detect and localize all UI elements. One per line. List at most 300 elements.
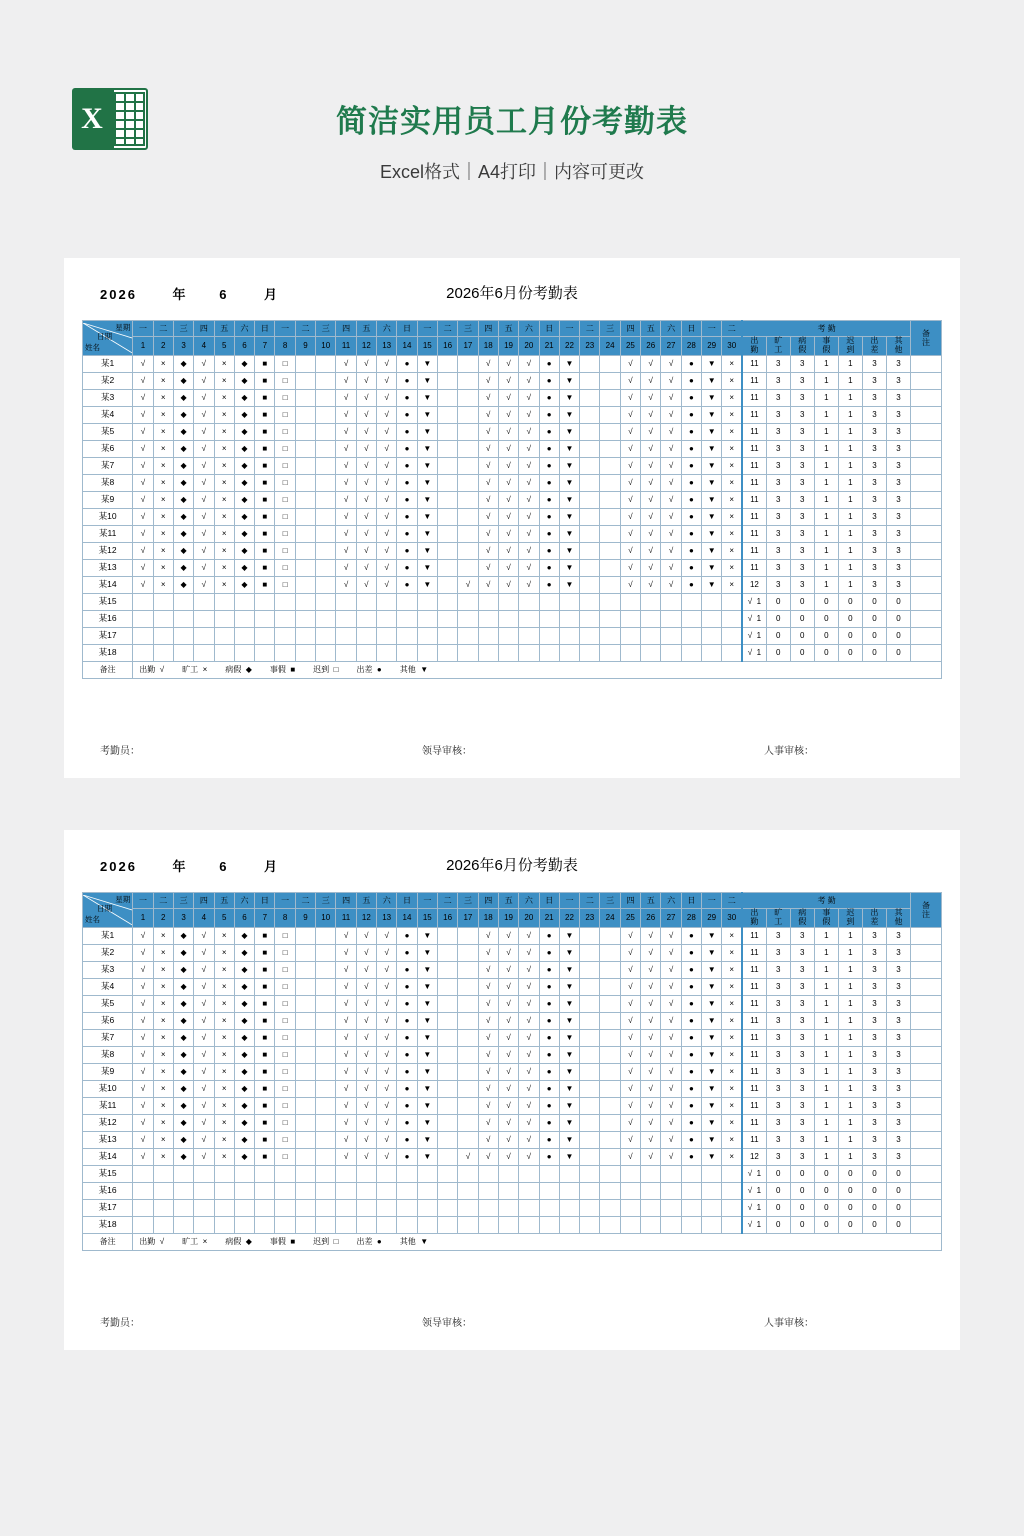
attendance-cell[interactable]: ● bbox=[539, 961, 559, 978]
attendance-cell[interactable]: ● bbox=[681, 1097, 701, 1114]
attendance-cell[interactable]: √ bbox=[356, 474, 376, 491]
attendance-cell[interactable]: √ bbox=[661, 995, 681, 1012]
attendance-cell[interactable] bbox=[173, 1199, 193, 1216]
attendance-cell[interactable]: √ bbox=[478, 542, 498, 559]
attendance-cell[interactable]: ◆ bbox=[234, 389, 254, 406]
attendance-cell[interactable]: × bbox=[153, 508, 173, 525]
attendance-cell[interactable] bbox=[600, 355, 620, 372]
attendance-cell[interactable]: × bbox=[214, 978, 234, 995]
attendance-cell[interactable]: ◆ bbox=[234, 559, 254, 576]
attendance-cell[interactable] bbox=[539, 610, 559, 627]
attendance-cell[interactable] bbox=[295, 491, 315, 508]
attendance-cell[interactable]: √ bbox=[498, 423, 518, 440]
attendance-cell[interactable]: √ bbox=[641, 525, 661, 542]
attendance-cell[interactable]: × bbox=[722, 1063, 742, 1080]
attendance-cell[interactable] bbox=[316, 1063, 336, 1080]
attendance-cell[interactable]: □ bbox=[275, 423, 295, 440]
attendance-cell[interactable]: √ bbox=[519, 474, 539, 491]
attendance-cell[interactable]: √ bbox=[133, 389, 153, 406]
attendance-cell[interactable]: ▼ bbox=[559, 961, 579, 978]
attendance-cell[interactable]: √ bbox=[620, 1012, 640, 1029]
attendance-cell[interactable] bbox=[417, 610, 437, 627]
attendance-cell[interactable] bbox=[458, 355, 478, 372]
attendance-cell[interactable]: √ bbox=[336, 355, 356, 372]
attendance-cell[interactable]: √ bbox=[620, 525, 640, 542]
attendance-cell[interactable]: √ bbox=[641, 559, 661, 576]
attendance-cell[interactable]: √ bbox=[498, 1046, 518, 1063]
attendance-cell[interactable] bbox=[478, 627, 498, 644]
attendance-cell[interactable]: × bbox=[722, 525, 742, 542]
attendance-cell[interactable] bbox=[458, 1182, 478, 1199]
attendance-cell[interactable]: ▼ bbox=[417, 1097, 437, 1114]
table-row[interactable] bbox=[83, 542, 942, 559]
attendance-cell[interactable]: × bbox=[214, 1148, 234, 1165]
attendance-cell[interactable]: ▼ bbox=[559, 542, 579, 559]
attendance-cell[interactable]: √ bbox=[356, 995, 376, 1012]
attendance-cell[interactable]: × bbox=[722, 1012, 742, 1029]
attendance-cell[interactable] bbox=[295, 610, 315, 627]
attendance-cell[interactable] bbox=[316, 978, 336, 995]
attendance-cell[interactable]: ■ bbox=[255, 1114, 275, 1131]
attendance-cell[interactable] bbox=[600, 1097, 620, 1114]
attendance-cell[interactable]: × bbox=[214, 1131, 234, 1148]
attendance-cell[interactable] bbox=[437, 389, 457, 406]
attendance-cell[interactable] bbox=[600, 508, 620, 525]
attendance-cell[interactable] bbox=[397, 1216, 417, 1233]
attendance-cell[interactable]: √ bbox=[356, 576, 376, 593]
attendance-cell[interactable] bbox=[194, 627, 214, 644]
attendance-cell[interactable]: ● bbox=[397, 1097, 417, 1114]
attendance-cell[interactable] bbox=[295, 474, 315, 491]
attendance-cell[interactable] bbox=[153, 593, 173, 610]
attendance-cell[interactable] bbox=[275, 1182, 295, 1199]
attendance-cell[interactable] bbox=[194, 1182, 214, 1199]
attendance-cell[interactable]: √ bbox=[377, 355, 397, 372]
attendance-cell[interactable] bbox=[498, 1216, 518, 1233]
attendance-cell[interactable]: □ bbox=[275, 406, 295, 423]
table-row[interactable] bbox=[83, 1080, 942, 1097]
attendance-cell[interactable] bbox=[316, 508, 336, 525]
attendance-cell[interactable]: ◆ bbox=[173, 1148, 193, 1165]
attendance-cell[interactable]: √ bbox=[519, 1046, 539, 1063]
attendance-cell[interactable] bbox=[173, 1182, 193, 1199]
attendance-cell[interactable]: ● bbox=[681, 576, 701, 593]
attendance-cell[interactable]: ◆ bbox=[173, 525, 193, 542]
attendance-cell[interactable] bbox=[600, 1012, 620, 1029]
attendance-cell[interactable]: √ bbox=[498, 508, 518, 525]
attendance-cell[interactable] bbox=[417, 1199, 437, 1216]
attendance-cell[interactable] bbox=[153, 1165, 173, 1182]
attendance-cell[interactable]: × bbox=[214, 1046, 234, 1063]
attendance-cell[interactable] bbox=[133, 1216, 153, 1233]
attendance-cell[interactable] bbox=[580, 1012, 600, 1029]
attendance-cell[interactable]: √ bbox=[661, 927, 681, 944]
attendance-cell[interactable]: ▼ bbox=[559, 457, 579, 474]
attendance-cell[interactable]: √ bbox=[519, 440, 539, 457]
attendance-cell[interactable]: ■ bbox=[255, 389, 275, 406]
attendance-cell[interactable] bbox=[478, 593, 498, 610]
attendance-cell[interactable] bbox=[397, 610, 417, 627]
attendance-cell[interactable] bbox=[702, 1216, 722, 1233]
attendance-cell[interactable] bbox=[580, 627, 600, 644]
attendance-cell[interactable] bbox=[437, 1114, 457, 1131]
attendance-cell[interactable] bbox=[336, 1182, 356, 1199]
attendance-cell[interactable]: × bbox=[153, 978, 173, 995]
attendance-cell[interactable] bbox=[295, 944, 315, 961]
attendance-cell[interactable] bbox=[295, 1182, 315, 1199]
attendance-cell[interactable] bbox=[702, 1199, 722, 1216]
attendance-cell[interactable]: ■ bbox=[255, 423, 275, 440]
attendance-cell[interactable] bbox=[600, 372, 620, 389]
attendance-cell[interactable] bbox=[295, 1046, 315, 1063]
attendance-cell[interactable] bbox=[580, 1165, 600, 1182]
attendance-cell[interactable]: ● bbox=[681, 372, 701, 389]
attendance-cell[interactable]: √ bbox=[519, 355, 539, 372]
attendance-cell[interactable]: √ bbox=[478, 440, 498, 457]
attendance-cell[interactable]: √ bbox=[620, 1029, 640, 1046]
attendance-cell[interactable] bbox=[295, 525, 315, 542]
attendance-cell[interactable]: ● bbox=[681, 1012, 701, 1029]
attendance-cell[interactable]: √ bbox=[336, 491, 356, 508]
attendance-cell[interactable]: × bbox=[153, 1114, 173, 1131]
attendance-cell[interactable] bbox=[600, 610, 620, 627]
attendance-cell[interactable]: √ bbox=[336, 1080, 356, 1097]
attendance-cell[interactable] bbox=[295, 457, 315, 474]
attendance-cell[interactable]: √ bbox=[661, 961, 681, 978]
attendance-cell[interactable]: ▼ bbox=[559, 995, 579, 1012]
attendance-cell[interactable]: ▼ bbox=[559, 978, 579, 995]
attendance-cell[interactable]: √ bbox=[336, 927, 356, 944]
attendance-cell[interactable]: ▼ bbox=[559, 927, 579, 944]
attendance-cell[interactable]: ■ bbox=[255, 576, 275, 593]
attendance-cell[interactable] bbox=[295, 1114, 315, 1131]
attendance-cell[interactable]: √ bbox=[519, 961, 539, 978]
attendance-cell[interactable]: √ bbox=[133, 355, 153, 372]
attendance-cell[interactable] bbox=[336, 1216, 356, 1233]
attendance-cell[interactable]: √ bbox=[377, 927, 397, 944]
attendance-cell[interactable] bbox=[437, 1148, 457, 1165]
attendance-cell[interactable]: ▼ bbox=[559, 508, 579, 525]
attendance-cell[interactable] bbox=[600, 1216, 620, 1233]
attendance-cell[interactable]: ◆ bbox=[234, 1097, 254, 1114]
attendance-cell[interactable]: ● bbox=[539, 1097, 559, 1114]
attendance-cell[interactable] bbox=[559, 1182, 579, 1199]
attendance-cell[interactable]: √ bbox=[194, 1012, 214, 1029]
attendance-cell[interactable] bbox=[234, 1216, 254, 1233]
attendance-cell[interactable] bbox=[580, 406, 600, 423]
attendance-cell[interactable] bbox=[275, 627, 295, 644]
attendance-cell[interactable]: √ bbox=[620, 1063, 640, 1080]
attendance-cell[interactable]: √ bbox=[194, 978, 214, 995]
attendance-cell[interactable] bbox=[316, 627, 336, 644]
attendance-cell[interactable] bbox=[316, 1199, 336, 1216]
attendance-cell[interactable] bbox=[336, 593, 356, 610]
attendance-cell[interactable]: ● bbox=[397, 542, 417, 559]
attendance-cell[interactable]: ● bbox=[397, 406, 417, 423]
attendance-cell[interactable]: √ bbox=[498, 978, 518, 995]
attendance-cell[interactable]: √ bbox=[641, 474, 661, 491]
attendance-cell[interactable] bbox=[580, 1046, 600, 1063]
attendance-cell[interactable] bbox=[397, 1182, 417, 1199]
attendance-cell[interactable]: √ bbox=[641, 542, 661, 559]
attendance-cell[interactable]: ● bbox=[681, 1148, 701, 1165]
attendance-cell[interactable]: √ bbox=[478, 1114, 498, 1131]
attendance-cell[interactable]: × bbox=[153, 1148, 173, 1165]
attendance-cell[interactable] bbox=[275, 644, 295, 661]
attendance-cell[interactable] bbox=[458, 406, 478, 423]
attendance-cell[interactable] bbox=[437, 1199, 457, 1216]
remark-cell[interactable] bbox=[911, 995, 942, 1012]
attendance-cell[interactable]: √ bbox=[641, 1012, 661, 1029]
attendance-cell[interactable] bbox=[702, 1165, 722, 1182]
attendance-cell[interactable] bbox=[437, 474, 457, 491]
attendance-cell[interactable] bbox=[295, 995, 315, 1012]
attendance-cell[interactable]: ● bbox=[539, 440, 559, 457]
table-row[interactable] bbox=[83, 1114, 942, 1131]
attendance-cell[interactable]: √ bbox=[498, 995, 518, 1012]
attendance-cell[interactable]: √ bbox=[336, 978, 356, 995]
attendance-cell[interactable]: × bbox=[722, 457, 742, 474]
attendance-cell[interactable] bbox=[580, 423, 600, 440]
attendance-cell[interactable]: ◆ bbox=[173, 389, 193, 406]
attendance-cell[interactable] bbox=[356, 593, 376, 610]
attendance-cell[interactable]: √ bbox=[194, 508, 214, 525]
attendance-cell[interactable]: √ bbox=[661, 1131, 681, 1148]
attendance-cell[interactable] bbox=[519, 627, 539, 644]
attendance-cell[interactable] bbox=[702, 644, 722, 661]
attendance-cell[interactable] bbox=[316, 1148, 336, 1165]
attendance-cell[interactable] bbox=[437, 593, 457, 610]
attendance-cell[interactable]: ● bbox=[397, 1114, 417, 1131]
attendance-cell[interactable]: × bbox=[153, 944, 173, 961]
attendance-cell[interactable] bbox=[437, 355, 457, 372]
attendance-cell[interactable] bbox=[539, 1165, 559, 1182]
remark-cell[interactable] bbox=[911, 1148, 942, 1165]
attendance-cell[interactable]: □ bbox=[275, 1046, 295, 1063]
attendance-cell[interactable] bbox=[600, 1029, 620, 1046]
attendance-cell[interactable]: ▼ bbox=[417, 542, 437, 559]
attendance-cell[interactable]: ◆ bbox=[173, 1046, 193, 1063]
attendance-cell[interactable]: √ bbox=[519, 1012, 539, 1029]
attendance-cell[interactable]: √ bbox=[377, 961, 397, 978]
attendance-cell[interactable]: ▼ bbox=[559, 1063, 579, 1080]
attendance-cell[interactable] bbox=[295, 927, 315, 944]
attendance-cell[interactable] bbox=[580, 525, 600, 542]
attendance-cell[interactable]: □ bbox=[275, 389, 295, 406]
attendance-cell[interactable]: ■ bbox=[255, 474, 275, 491]
attendance-cell[interactable]: √ bbox=[498, 927, 518, 944]
attendance-cell[interactable] bbox=[316, 576, 336, 593]
attendance-cell[interactable]: √ bbox=[194, 457, 214, 474]
attendance-cell[interactable] bbox=[356, 610, 376, 627]
attendance-cell[interactable]: √ bbox=[641, 995, 661, 1012]
attendance-cell[interactable]: ▼ bbox=[559, 576, 579, 593]
attendance-cell[interactable]: ■ bbox=[255, 559, 275, 576]
attendance-cell[interactable] bbox=[620, 593, 640, 610]
attendance-cell[interactable]: □ bbox=[275, 355, 295, 372]
attendance-cell[interactable] bbox=[437, 1012, 457, 1029]
attendance-cell[interactable]: ● bbox=[681, 995, 701, 1012]
attendance-cell[interactable]: ● bbox=[539, 457, 559, 474]
attendance-cell[interactable]: √ bbox=[478, 1012, 498, 1029]
attendance-cell[interactable] bbox=[295, 576, 315, 593]
attendance-cell[interactable] bbox=[600, 542, 620, 559]
attendance-cell[interactable]: □ bbox=[275, 525, 295, 542]
table-row[interactable] bbox=[83, 1131, 942, 1148]
remark-cell[interactable] bbox=[911, 491, 942, 508]
attendance-cell[interactable]: √ bbox=[356, 1114, 376, 1131]
attendance-cell[interactable]: √ bbox=[478, 995, 498, 1012]
attendance-cell[interactable]: ● bbox=[681, 457, 701, 474]
attendance-cell[interactable]: √ bbox=[661, 559, 681, 576]
attendance-cell[interactable]: √ bbox=[498, 440, 518, 457]
attendance-cell[interactable] bbox=[498, 1199, 518, 1216]
attendance-cell[interactable]: × bbox=[153, 1131, 173, 1148]
attendance-cell[interactable] bbox=[641, 1165, 661, 1182]
attendance-cell[interactable] bbox=[437, 372, 457, 389]
attendance-cell[interactable] bbox=[458, 1199, 478, 1216]
attendance-cell[interactable]: ● bbox=[539, 1046, 559, 1063]
attendance-cell[interactable] bbox=[437, 559, 457, 576]
attendance-cell[interactable]: ■ bbox=[255, 491, 275, 508]
attendance-cell[interactable] bbox=[600, 440, 620, 457]
table-row[interactable] bbox=[83, 944, 942, 961]
attendance-cell[interactable] bbox=[600, 593, 620, 610]
attendance-cell[interactable]: ■ bbox=[255, 961, 275, 978]
attendance-cell[interactable] bbox=[498, 1165, 518, 1182]
attendance-cell[interactable]: √ bbox=[194, 927, 214, 944]
attendance-cell[interactable]: √ bbox=[336, 1131, 356, 1148]
attendance-cell[interactable]: × bbox=[214, 961, 234, 978]
attendance-cell[interactable] bbox=[458, 491, 478, 508]
attendance-cell[interactable]: ● bbox=[539, 1063, 559, 1080]
attendance-cell[interactable]: √ bbox=[661, 1063, 681, 1080]
attendance-cell[interactable] bbox=[600, 1046, 620, 1063]
attendance-cell[interactable]: √ bbox=[478, 355, 498, 372]
attendance-cell[interactable] bbox=[275, 610, 295, 627]
attendance-cell[interactable]: √ bbox=[478, 474, 498, 491]
attendance-cell[interactable] bbox=[702, 593, 722, 610]
attendance-cell[interactable] bbox=[295, 1148, 315, 1165]
attendance-cell[interactable]: □ bbox=[275, 474, 295, 491]
attendance-cell[interactable]: √ bbox=[133, 508, 153, 525]
attendance-cell[interactable]: √ bbox=[478, 1097, 498, 1114]
attendance-cell[interactable] bbox=[580, 491, 600, 508]
attendance-cell[interactable]: √ bbox=[377, 1029, 397, 1046]
attendance-cell[interactable] bbox=[295, 1131, 315, 1148]
attendance-cell[interactable]: × bbox=[214, 423, 234, 440]
attendance-cell[interactable] bbox=[255, 627, 275, 644]
remark-cell[interactable] bbox=[911, 389, 942, 406]
attendance-cell[interactable]: √ bbox=[478, 944, 498, 961]
attendance-cell[interactable] bbox=[377, 1165, 397, 1182]
attendance-cell[interactable] bbox=[153, 644, 173, 661]
attendance-cell[interactable] bbox=[173, 610, 193, 627]
attendance-cell[interactable] bbox=[661, 1165, 681, 1182]
attendance-cell[interactable] bbox=[498, 610, 518, 627]
remark-cell[interactable] bbox=[911, 944, 942, 961]
attendance-cell[interactable]: √ bbox=[519, 423, 539, 440]
attendance-cell[interactable] bbox=[214, 1165, 234, 1182]
attendance-cell[interactable] bbox=[580, 457, 600, 474]
attendance-cell[interactable]: ◆ bbox=[234, 1080, 254, 1097]
attendance-cell[interactable]: ▼ bbox=[702, 1148, 722, 1165]
attendance-cell[interactable] bbox=[356, 1199, 376, 1216]
attendance-cell[interactable]: □ bbox=[275, 1080, 295, 1097]
attendance-cell[interactable]: ▼ bbox=[559, 389, 579, 406]
attendance-cell[interactable]: √ bbox=[519, 944, 539, 961]
attendance-cell[interactable]: √ bbox=[498, 1114, 518, 1131]
remark-cell[interactable] bbox=[911, 927, 942, 944]
attendance-cell[interactable]: × bbox=[214, 559, 234, 576]
attendance-cell[interactable]: ▼ bbox=[417, 1080, 437, 1097]
attendance-cell[interactable]: √ bbox=[133, 474, 153, 491]
attendance-cell[interactable]: √ bbox=[336, 576, 356, 593]
table-row[interactable] bbox=[83, 423, 942, 440]
attendance-cell[interactable]: √ bbox=[620, 944, 640, 961]
attendance-cell[interactable] bbox=[681, 1165, 701, 1182]
attendance-cell[interactable]: × bbox=[153, 995, 173, 1012]
table-row[interactable] bbox=[83, 389, 942, 406]
attendance-cell[interactable]: ▼ bbox=[702, 1114, 722, 1131]
attendance-cell[interactable] bbox=[316, 491, 336, 508]
remark-cell[interactable] bbox=[911, 355, 942, 372]
attendance-cell[interactable]: √ bbox=[620, 542, 640, 559]
attendance-cell[interactable]: √ bbox=[194, 1114, 214, 1131]
attendance-cell[interactable]: √ bbox=[133, 457, 153, 474]
attendance-cell[interactable]: √ bbox=[377, 440, 397, 457]
attendance-cell[interactable]: ◆ bbox=[234, 542, 254, 559]
attendance-cell[interactable] bbox=[316, 593, 336, 610]
attendance-cell[interactable] bbox=[295, 1063, 315, 1080]
attendance-cell[interactable] bbox=[437, 644, 457, 661]
attendance-cell[interactable]: × bbox=[722, 1097, 742, 1114]
remark-cell[interactable] bbox=[911, 593, 942, 610]
attendance-cell[interactable] bbox=[295, 644, 315, 661]
attendance-cell[interactable]: √ bbox=[356, 1148, 376, 1165]
attendance-cell[interactable]: ◆ bbox=[234, 457, 254, 474]
attendance-cell[interactable] bbox=[255, 1216, 275, 1233]
attendance-cell[interactable]: × bbox=[214, 927, 234, 944]
attendance-cell[interactable] bbox=[641, 1199, 661, 1216]
attendance-cell[interactable]: ■ bbox=[255, 978, 275, 995]
attendance-cell[interactable]: √ bbox=[377, 406, 397, 423]
attendance-cell[interactable] bbox=[600, 978, 620, 995]
attendance-cell[interactable]: √ bbox=[641, 927, 661, 944]
attendance-cell[interactable]: ◆ bbox=[173, 944, 193, 961]
attendance-cell[interactable] bbox=[580, 372, 600, 389]
attendance-cell[interactable] bbox=[580, 1199, 600, 1216]
attendance-cell[interactable]: ▼ bbox=[702, 927, 722, 944]
attendance-cell[interactable]: √ bbox=[336, 944, 356, 961]
attendance-cell[interactable]: √ bbox=[498, 457, 518, 474]
attendance-cell[interactable]: ▼ bbox=[559, 1029, 579, 1046]
attendance-cell[interactable] bbox=[681, 610, 701, 627]
attendance-cell[interactable]: √ bbox=[661, 525, 681, 542]
attendance-cell[interactable]: ● bbox=[539, 927, 559, 944]
table-row[interactable] bbox=[83, 559, 942, 576]
attendance-cell[interactable]: √ bbox=[356, 389, 376, 406]
attendance-cell[interactable] bbox=[153, 610, 173, 627]
attendance-cell[interactable]: √ bbox=[194, 406, 214, 423]
attendance-cell[interactable]: √ bbox=[336, 995, 356, 1012]
attendance-cell[interactable]: ▼ bbox=[702, 559, 722, 576]
attendance-cell[interactable]: ● bbox=[681, 389, 701, 406]
attendance-cell[interactable]: ▼ bbox=[702, 457, 722, 474]
attendance-cell[interactable] bbox=[377, 1216, 397, 1233]
attendance-cell[interactable]: □ bbox=[275, 457, 295, 474]
attendance-cell[interactable]: √ bbox=[519, 1131, 539, 1148]
